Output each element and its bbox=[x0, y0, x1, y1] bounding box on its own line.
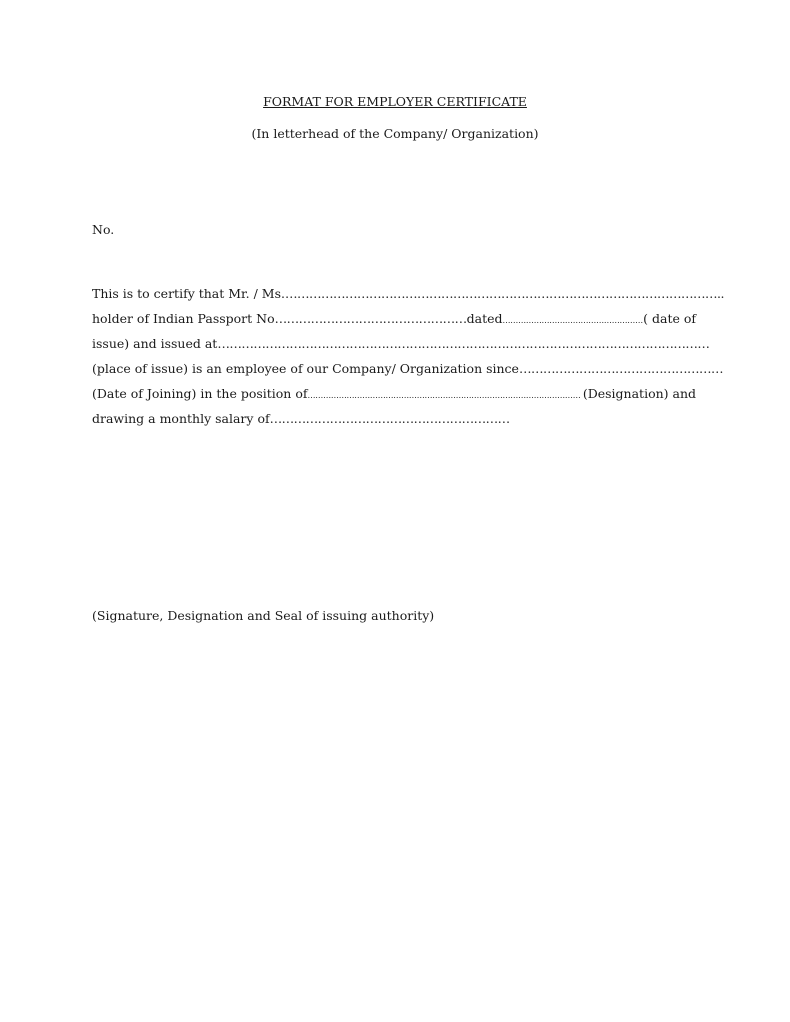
signature-block: (Signature, Designation and Seal of issuing authority) bbox=[92, 608, 435, 623]
issued-at-label: issue) and issued at bbox=[92, 336, 218, 351]
name-blank: ……………………………………………………………………………………………….. bbox=[284, 286, 724, 301]
passport-label: holder of Indian Passport No bbox=[92, 311, 275, 326]
passport-number-blank: ………………………………………… bbox=[274, 311, 467, 326]
body-line-salary bbox=[92, 411, 696, 436]
employee-since-text: (place of issue) is an employee of our Company/ Organization since bbox=[92, 361, 519, 376]
designation-blank: …………………………………………………………………………………………… bbox=[307, 391, 581, 400]
place-of-issue-blank: …………………………………………………………………………………………………………… bbox=[217, 336, 710, 351]
reference-number-label: No. bbox=[92, 222, 115, 237]
certificate-body bbox=[92, 286, 724, 436]
certify-text: This is to certify that Mr. / Ms. bbox=[92, 286, 285, 301]
body-line-passport bbox=[92, 311, 696, 336]
document-title: FORMAT FOR EMPLOYER CERTIFICATE bbox=[263, 94, 527, 109]
salary-label: drawing a monthly salary of bbox=[92, 411, 270, 426]
document-subtitle: (In letterhead of the Company/ Organization) bbox=[251, 126, 539, 141]
dated-label: dated bbox=[466, 311, 503, 326]
passport-text bbox=[92, 311, 643, 336]
salary-blank: …………………………………………………… bbox=[269, 411, 510, 426]
position-text bbox=[92, 386, 581, 411]
body-line-name bbox=[92, 286, 724, 311]
body-line-issued-at bbox=[92, 336, 710, 361]
body-line-employee bbox=[92, 361, 723, 386]
position-label: (Date of Joining) in the position of bbox=[92, 386, 308, 401]
joining-date-blank: …………………………………………… bbox=[518, 361, 723, 376]
issue-date-blank: ……………………………………………… bbox=[502, 316, 643, 325]
body-line-position bbox=[92, 386, 696, 411]
date-of-issue-label: ( date of bbox=[643, 311, 696, 326]
designation-label: (Designation) and bbox=[582, 386, 696, 401]
